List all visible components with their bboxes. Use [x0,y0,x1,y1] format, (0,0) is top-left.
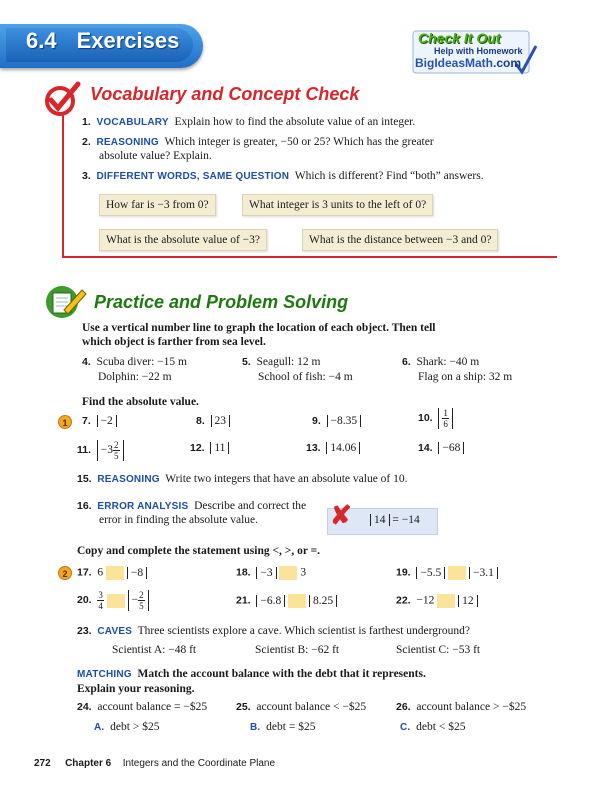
exercise-12: 12. 11 [190,442,229,454]
chapter-label: Chapter 6 [65,758,112,769]
matching-instruction-cont: Explain your reasoning. [77,683,195,695]
vocab-heading: Vocabulary and Concept Check [90,84,360,104]
section-banner [0,24,203,68]
example-badge: 1 [58,415,72,429]
check-it-out-logo[interactable] [412,30,538,84]
vocab-divider-horizontal [62,256,557,258]
exercise-5-b: School of fish: −4 m [258,371,353,383]
exercise-9: 9. −8.35 [312,415,361,427]
exercise-22: 22. −12 12 [396,594,478,608]
exercise-10: 10. $\frac{1}{6}$ [418,408,453,429]
exercise-24: 24. account balance = −$25 [77,701,208,713]
exercise-19: 19. −5.5 −3.1 [396,566,498,580]
exercise-18: 18. −3 3 [236,566,307,579]
question-box: How far is −3 from 0? [99,194,216,216]
question-box: What is the absolute value of −3? [99,229,267,251]
exercise-6-b: Flag on a ship: 32 m [418,371,513,383]
exercise-16-cont: error in finding the absolute value. [99,514,259,526]
logo-line1: Check It Out [418,30,501,46]
scientist-b: Scientist B: −62 ft [255,644,340,656]
exercise-2: 2. REASONING Which integer is greater, −50 or 25? Which has the greater [82,136,434,148]
exercise-21: 21. −6.8 8.25 [236,594,337,608]
logo-line2: Help with Homework [434,46,523,56]
instruction-line: Copy and complete the statement using <, >, or =. [77,545,321,557]
exercise-26: 26. account balance > −$25 [396,701,527,713]
exercise-17: 17. 6 −8 [77,566,147,580]
exercise-4: 4. Scuba diver: −15 m [82,356,187,368]
vocab-divider-vertical [62,112,64,258]
exercise-7: 7. −2 [82,415,117,427]
scientist-c: Scientist C: −53 ft [396,644,481,656]
exercise-2-cont: absolute value? Explain. [99,150,212,162]
practice-heading: Practice and Problem Solving [94,292,349,312]
error-expression: 14 = −14 [370,514,420,526]
section-title: Exercises [76,28,180,53]
exercise-11: 11. −3 $\frac{2}{5}$ [77,440,124,461]
exercise-6: 6. Shark: −40 m [402,356,480,368]
banner-title [26,28,179,54]
instruction-line: Use a vertical number line to graph the location of each object. Then tell [82,322,436,334]
exercise-20: 20. $\frac{3}{4}$ − $\frac{2}{5}$ [77,590,149,611]
exercise-25: 25. account balance < −$25 [236,701,367,713]
section-number: 6.4 [26,28,57,53]
option-c: C. debt < $25 [400,721,466,733]
option-b: B. debt = $25 [250,721,316,733]
exercise-15: 15. REASONING Write two integers that have an absolute value of 10. [77,473,408,485]
scientist-a: Scientist A: −48 ft [112,644,197,656]
pencil-paper-icon [44,284,88,320]
instruction-line: Find the absolute value. [82,396,199,408]
matching-instruction: MATCHING Match the account balance with the debt that it represents. [77,668,426,680]
chapter-title: Integers and the Coordinate Plane [122,758,276,769]
question-box: What is the distance between −3 and 0? [302,229,498,251]
exercise-3: 3. DIFFERENT WORDS, SAME QUESTION Which is different? Find “both” answers. [82,170,484,182]
exercise-4-b: Dolphin: −22 m [98,371,172,383]
page-footer [34,757,275,769]
error-x-icon: ✘ [330,500,352,530]
example-badge: 2 [58,566,72,580]
logo-line3: BigIdeasMath.com [415,56,522,70]
exercise-23: 23. CAVES Three scientists explore a cave. Which scientist is farthest underground? [77,625,470,637]
exercise-14: 14. −68 [418,442,464,454]
exercise-5: 5. Seagull: 12 m [242,356,321,368]
exercise-16: 16. ERROR ANALYSIS Describe and correct the [77,500,307,512]
question-box: What integer is 3 units to the left of 0? [242,194,433,216]
instruction-line: which object is farther from sea level. [82,336,266,348]
option-a: A. debt > $25 [94,721,160,733]
exercise-13: 13. 14.06 [306,442,360,454]
exercise-1: 1. VOCABULARY Explain how to find the absolute value of an integer. [82,116,416,128]
page-number: 272 [34,758,51,769]
exercise-8: 8. 23 [196,415,230,427]
